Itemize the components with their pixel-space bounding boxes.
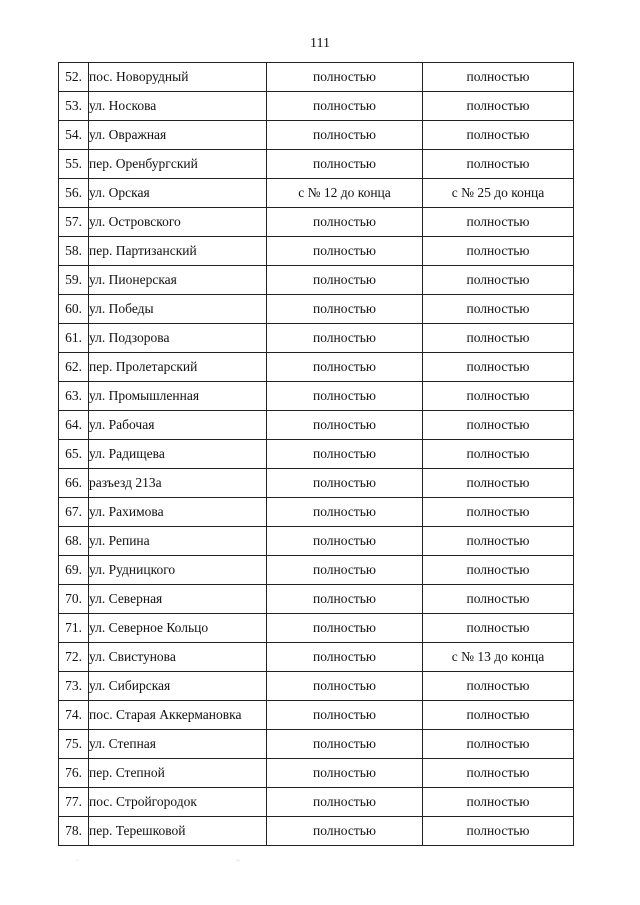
odd-side-range: полностью: [423, 92, 574, 121]
street-name: ул. Овражная: [89, 121, 267, 150]
page-number: 111: [310, 36, 330, 51]
row-number: 69.: [59, 556, 89, 585]
even-side-range: полностью: [267, 730, 423, 759]
row-number: 53.: [59, 92, 89, 121]
odd-side-range: полностью: [423, 150, 574, 179]
street-name: ул. Рахимова: [89, 498, 267, 527]
odd-side-range: полностью: [423, 121, 574, 150]
even-side-range: полностью: [267, 469, 423, 498]
table-row: [59, 121, 574, 150]
even-side-range: полностью: [267, 92, 423, 121]
even-side-range: полностью: [267, 817, 423, 846]
table-row: [59, 498, 574, 527]
street-name: ул. Репина: [89, 527, 267, 556]
row-number: 68.: [59, 527, 89, 556]
odd-side-range: полностью: [423, 498, 574, 527]
even-side-range: полностью: [267, 63, 423, 92]
even-side-range: полностью: [267, 324, 423, 353]
street-name: ул. Орская: [89, 179, 267, 208]
even-side-range: полностью: [267, 266, 423, 295]
odd-side-range: полностью: [423, 585, 574, 614]
row-number: 70.: [59, 585, 89, 614]
odd-side-range: полностью: [423, 440, 574, 469]
odd-side-range: полностью: [423, 382, 574, 411]
odd-side-range: полностью: [423, 817, 574, 846]
odd-side-range: полностью: [423, 556, 574, 585]
table-row: [59, 208, 574, 237]
table-row: [59, 469, 574, 498]
street-name: ул. Островского: [89, 208, 267, 237]
odd-side-range: с № 13 до конца: [423, 643, 574, 672]
table-row: [59, 353, 574, 382]
row-number: 74.: [59, 701, 89, 730]
even-side-range: полностью: [267, 701, 423, 730]
table-body: [59, 63, 574, 846]
scan-mark: ·: [76, 858, 78, 864]
row-number: 54.: [59, 121, 89, 150]
row-number: 78.: [59, 817, 89, 846]
street-name: ул. Победы: [89, 295, 267, 324]
street-name: пер. Степной: [89, 759, 267, 788]
street-name: ул. Северная: [89, 585, 267, 614]
row-number: 77.: [59, 788, 89, 817]
row-number: 61.: [59, 324, 89, 353]
even-side-range: полностью: [267, 498, 423, 527]
row-number: 71.: [59, 614, 89, 643]
table-row: [59, 527, 574, 556]
odd-side-range: полностью: [423, 527, 574, 556]
table-row: [59, 556, 574, 585]
even-side-range: полностью: [267, 353, 423, 382]
street-name: разъезд 213а: [89, 469, 267, 498]
row-number: 72.: [59, 643, 89, 672]
even-side-range: полностью: [267, 208, 423, 237]
odd-side-range: полностью: [423, 411, 574, 440]
even-side-range: полностью: [267, 121, 423, 150]
even-side-range: полностью: [267, 237, 423, 266]
row-number: 63.: [59, 382, 89, 411]
even-side-range: полностью: [267, 585, 423, 614]
table-row: [59, 701, 574, 730]
odd-side-range: полностью: [423, 266, 574, 295]
table-row: [59, 730, 574, 759]
table-row: [59, 788, 574, 817]
row-number: 75.: [59, 730, 89, 759]
odd-side-range: полностью: [423, 63, 574, 92]
table-row: [59, 324, 574, 353]
odd-side-range: полностью: [423, 701, 574, 730]
odd-side-range: полностью: [423, 469, 574, 498]
table-row: [59, 92, 574, 121]
row-number: 52.: [59, 63, 89, 92]
row-number: 56.: [59, 179, 89, 208]
even-side-range: полностью: [267, 411, 423, 440]
street-name: ул. Подзорова: [89, 324, 267, 353]
street-name: ул. Радищева: [89, 440, 267, 469]
table-row: [59, 295, 574, 324]
street-name: ул. Рабочая: [89, 411, 267, 440]
even-side-range: полностью: [267, 672, 423, 701]
table-row: [59, 411, 574, 440]
streets-table: [58, 62, 574, 846]
even-side-range: полностью: [267, 382, 423, 411]
even-side-range: полностью: [267, 614, 423, 643]
odd-side-range: с № 25 до конца: [423, 179, 574, 208]
row-number: 55.: [59, 150, 89, 179]
row-number: 60.: [59, 295, 89, 324]
table-row: [59, 266, 574, 295]
street-name: пос. Новорудный: [89, 63, 267, 92]
row-number: 76.: [59, 759, 89, 788]
table-row: [59, 585, 574, 614]
table-row: [59, 614, 574, 643]
even-side-range: полностью: [267, 527, 423, 556]
even-side-range: полностью: [267, 788, 423, 817]
table-row: [59, 63, 574, 92]
street-name: ул. Степная: [89, 730, 267, 759]
even-side-range: полностью: [267, 440, 423, 469]
street-name: пер. Оренбургский: [89, 150, 267, 179]
street-name: пос. Стройгородок: [89, 788, 267, 817]
even-side-range: полностью: [267, 759, 423, 788]
odd-side-range: полностью: [423, 730, 574, 759]
street-name: пер. Партизанский: [89, 237, 267, 266]
street-name: ул. Пионерская: [89, 266, 267, 295]
row-number: 62.: [59, 353, 89, 382]
row-number: 64.: [59, 411, 89, 440]
street-name: ул. Носкова: [89, 92, 267, 121]
street-name: ул. Северное Кольцо: [89, 614, 267, 643]
table-row: [59, 237, 574, 266]
odd-side-range: полностью: [423, 324, 574, 353]
odd-side-range: полностью: [423, 672, 574, 701]
row-number: 59.: [59, 266, 89, 295]
table-row: [59, 440, 574, 469]
row-number: 73.: [59, 672, 89, 701]
row-number: 58.: [59, 237, 89, 266]
street-name: пос. Старая Аккермановка: [89, 701, 267, 730]
table-row: [59, 643, 574, 672]
street-name: ул. Промышленная: [89, 382, 267, 411]
odd-side-range: полностью: [423, 295, 574, 324]
even-side-range: полностью: [267, 295, 423, 324]
scan-mark: ··: [236, 858, 240, 864]
street-name: пер. Пролетарский: [89, 353, 267, 382]
odd-side-range: полностью: [423, 759, 574, 788]
table-row: [59, 150, 574, 179]
street-name: ул. Свистунова: [89, 643, 267, 672]
street-name: ул. Сибирская: [89, 672, 267, 701]
row-number: 57.: [59, 208, 89, 237]
odd-side-range: полностью: [423, 237, 574, 266]
even-side-range: полностью: [267, 150, 423, 179]
odd-side-range: полностью: [423, 788, 574, 817]
odd-side-range: полностью: [423, 353, 574, 382]
table-row: [59, 382, 574, 411]
even-side-range: с № 12 до конца: [267, 179, 423, 208]
street-name: ул. Рудницкого: [89, 556, 267, 585]
table-row: [59, 672, 574, 701]
table-row: [59, 817, 574, 846]
odd-side-range: полностью: [423, 614, 574, 643]
row-number: 66.: [59, 469, 89, 498]
even-side-range: полностью: [267, 556, 423, 585]
row-number: 67.: [59, 498, 89, 527]
even-side-range: полностью: [267, 643, 423, 672]
odd-side-range: полностью: [423, 208, 574, 237]
table-row: [59, 179, 574, 208]
row-number: 65.: [59, 440, 89, 469]
table-row: [59, 759, 574, 788]
street-name: пер. Терешковой: [89, 817, 267, 846]
